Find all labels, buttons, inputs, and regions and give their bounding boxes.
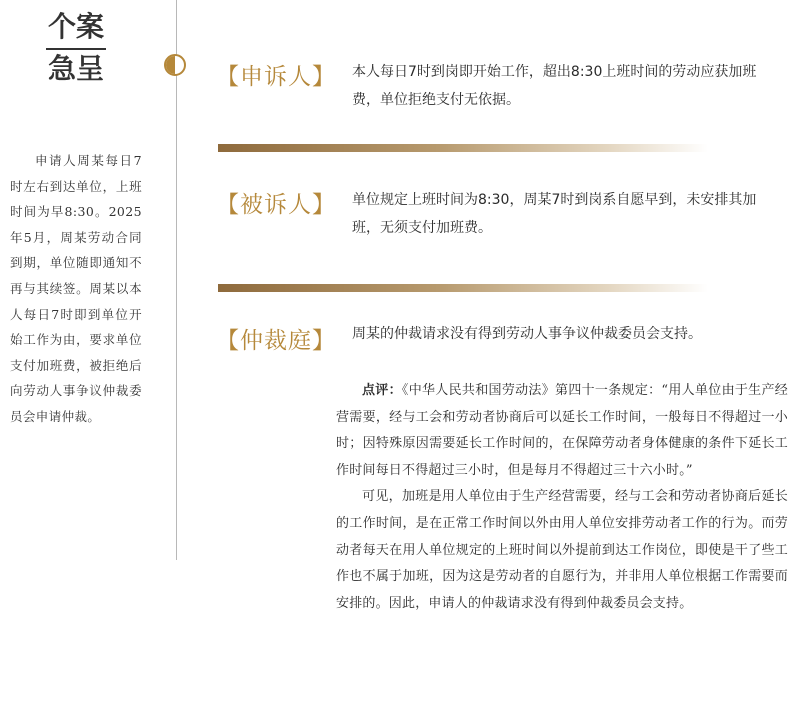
heading-line-2: 急呈 (47, 52, 104, 85)
half-circle-icon (164, 54, 186, 76)
vertical-divider (176, 0, 177, 560)
respondent-text: 单位规定上班时间为8:30，周某7时到岗系自愿早到，未安排其加班，无须支付加班费。 (352, 192, 757, 236)
heading-line-1: 个案 (47, 10, 104, 43)
tribunal-label: 【仲裁庭】 (216, 328, 336, 354)
section-divider (218, 284, 708, 292)
commentary-paragraph-1 (336, 378, 788, 484)
respondent-label: 【被诉人】 (216, 192, 336, 218)
column-heading (40, 8, 112, 88)
section-divider (218, 144, 708, 152)
commentary-paragraph-1-text: 《中华人民共和国劳动法》第四十一条规定：“用人单位由于生产经营需要，经与工会和劳动者协商后可以延长工作时间，一般每日不得超过一小时；因特殊原因需要延长工作时间的，在保障劳动者身体健康的条件下延长工作时间每日不得超过三小时，但是每月不得超过三十六小时。” (336, 383, 788, 478)
complainant-text: 本人每日7时到岗即开始工作，超出8:30上班时间的劳动应获加班费，单位拒绝支付无依据。 (352, 64, 757, 108)
commentary-lead: 点评： (362, 383, 402, 398)
complainant-label: 【申诉人】 (216, 64, 336, 90)
case-summary: 申请人周某每日7时左右到达单位，上班时间为早8:30。2025年5月，周某劳动合同到期，单位随即通知不再与其续签。周某以本人每日7时即到单位开始工作为由，要求单位支付加班费，被拒绝后向劳动人事争议仲裁委员会申请仲裁。 (10, 153, 142, 424)
commentary (336, 378, 788, 617)
commentary-paragraph-2: 可见，加班是用人单位由于生产经营需要，经与工会和劳动者协商后延长的工作时间，是在正常工作时间以外由用人单位安排劳动者工作的行为。而劳动者每天在用人单位规定的上班时间以外提前到达工作岗位，即使是干了些工作也不属于加班，因为这是劳动者的自愿行为，并非用人单位根据工作需要而安排的。因此，申请人的仲裁请求没有得到仲裁委员会支持。 (336, 489, 788, 611)
tribunal-text: 周某的仲裁请求没有得到劳动人事争议仲裁委员会支持。 (352, 326, 702, 342)
